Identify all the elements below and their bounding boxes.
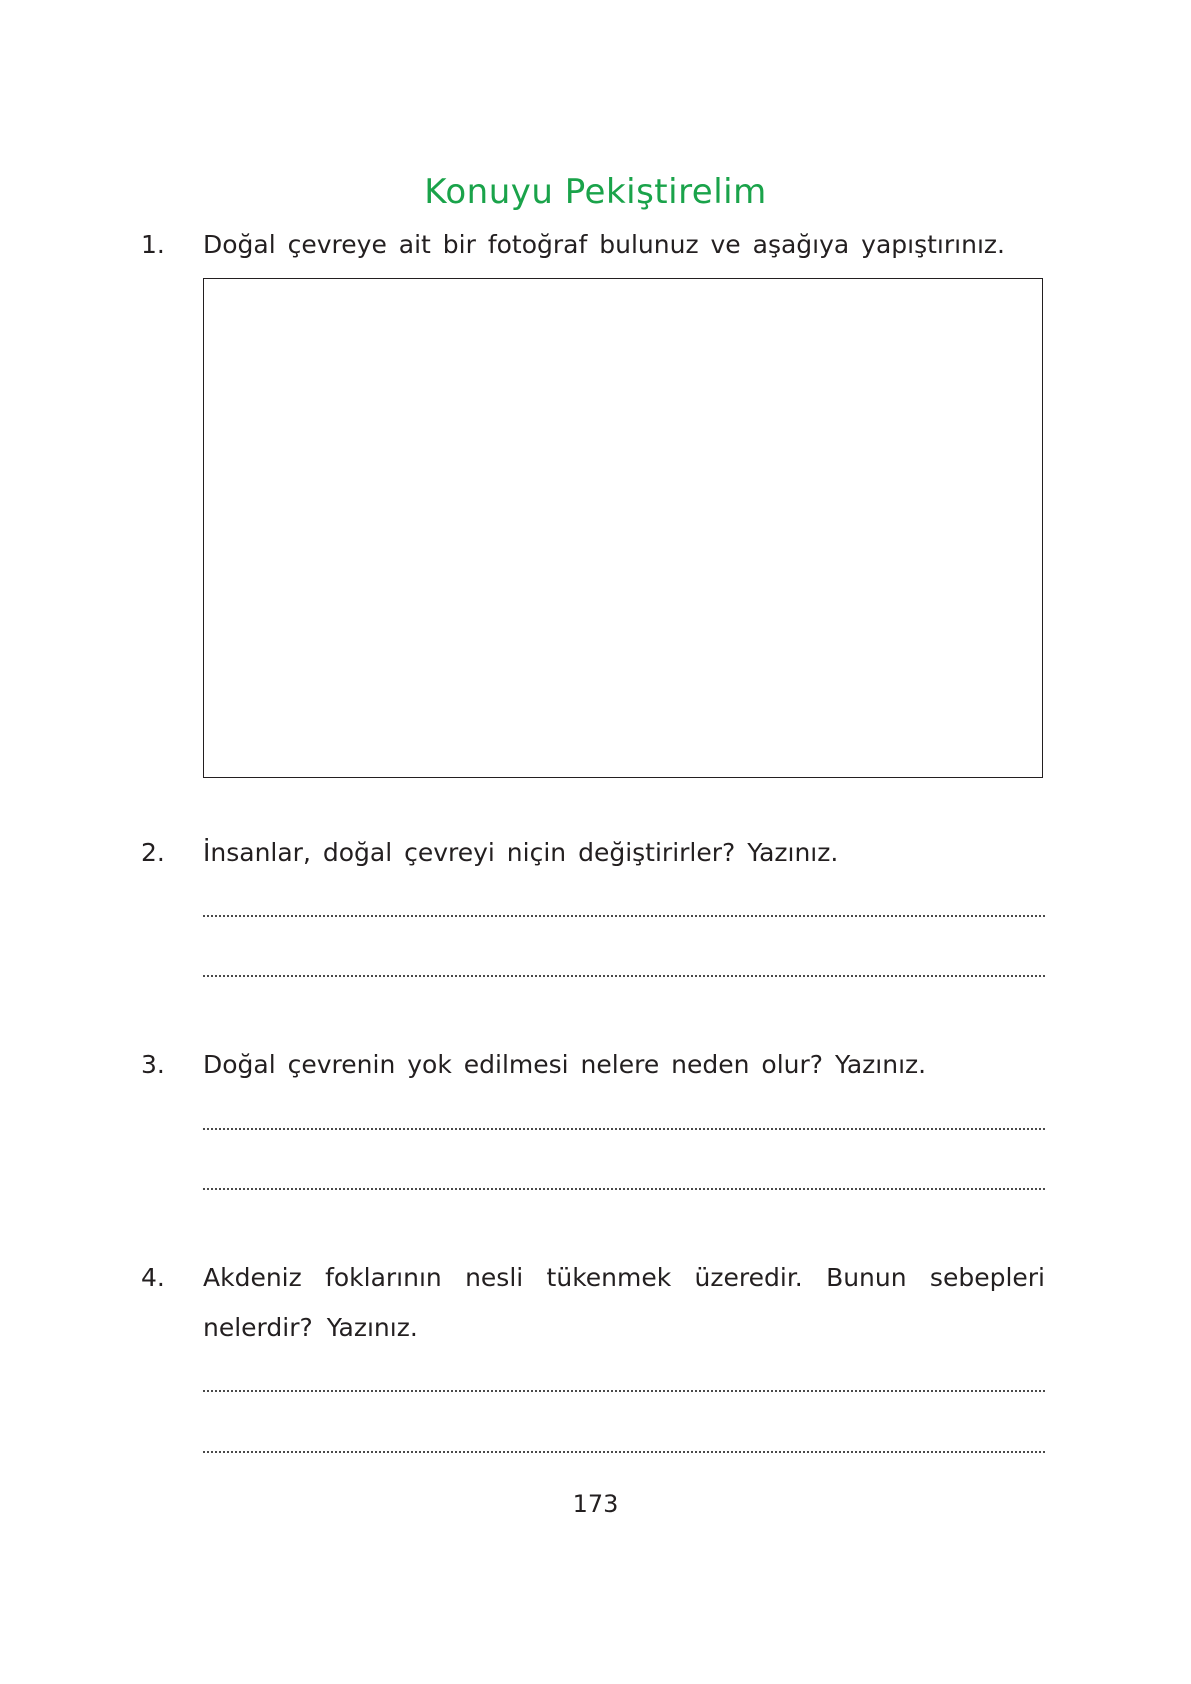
answer-line[interactable] <box>203 1128 1045 1130</box>
answer-line[interactable] <box>203 1451 1045 1453</box>
answer-line[interactable] <box>203 1390 1045 1392</box>
question-1-number: 1. <box>141 230 165 259</box>
page-number: 173 <box>572 1490 619 1518</box>
photo-paste-box <box>203 278 1043 778</box>
question-2-text: İnsanlar, doğal çevreyi niçin değiştirirler? Yazınız. <box>203 838 839 867</box>
answer-line[interactable] <box>203 915 1045 917</box>
page-title: Konuyu Pekiştirelim <box>424 172 767 212</box>
question-2-number: 2. <box>141 838 165 867</box>
question-1-text: Doğal çevreye ait bir fotoğraf bulunuz ve aşağıya yapıştırınız. <box>203 230 1005 259</box>
answer-line[interactable] <box>203 975 1045 977</box>
answer-line[interactable] <box>203 1188 1045 1190</box>
question-4-text: Akdeniz foklarının nesli tükenmek üzeredir. Bunun sebepleri nelerdir? Yazınız. <box>203 1263 1045 1342</box>
question-3-text: Doğal çevrenin yok edilmesi nelere neden olur? Yazınız. <box>203 1050 927 1079</box>
question-4-number: 4. <box>141 1263 165 1292</box>
question-3-number: 3. <box>141 1050 165 1079</box>
